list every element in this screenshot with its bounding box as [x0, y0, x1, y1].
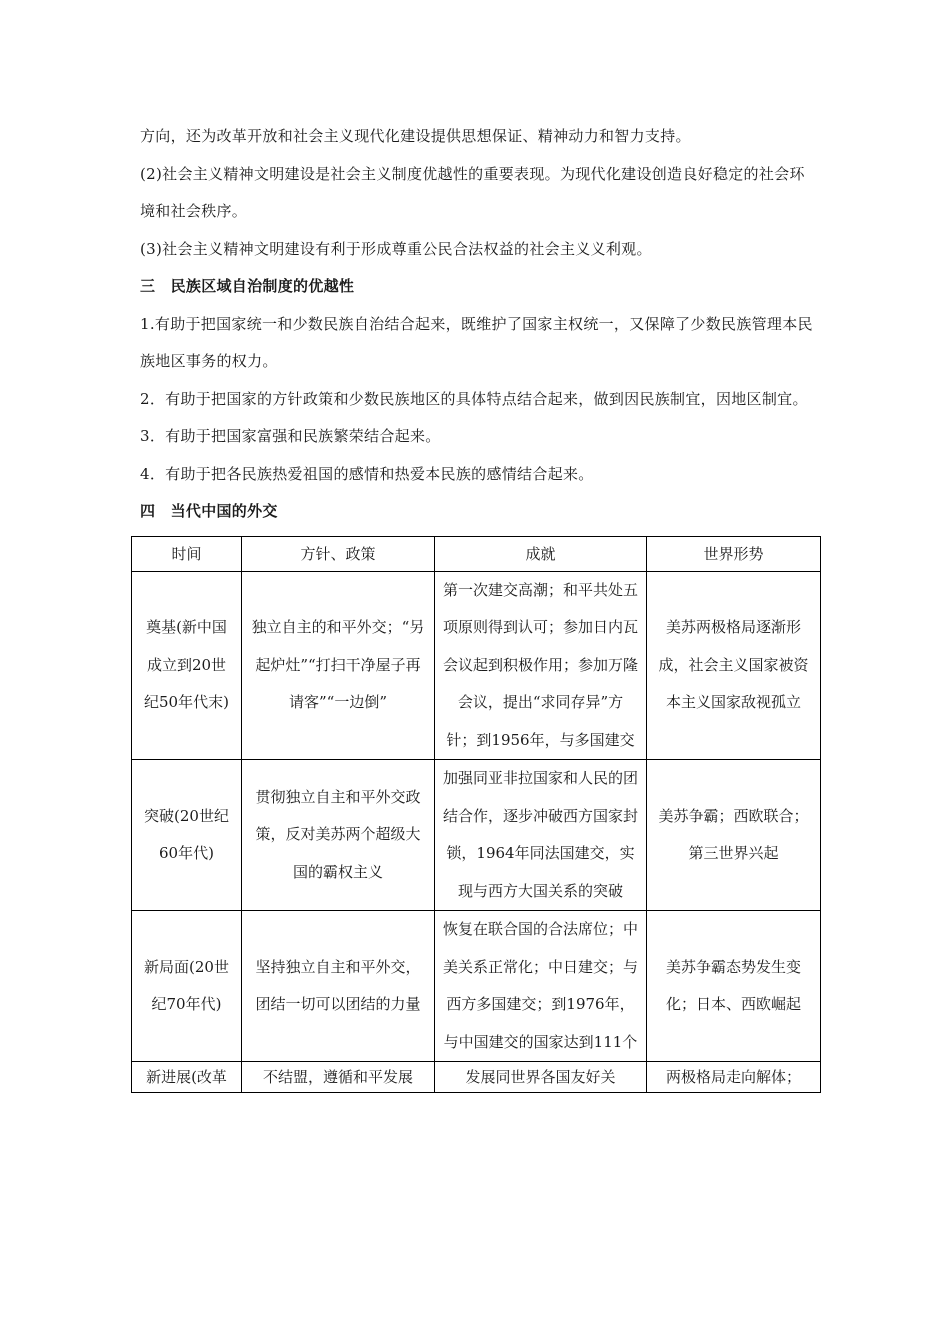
- table-cell: 贯彻独立自主和平外交政策，反对美苏两个超级大国的霸权主义: [242, 760, 435, 911]
- table-row: [132, 911, 821, 1062]
- diplomacy-table: [131, 536, 821, 1094]
- table-cell: 独立自主的和平外交；“另起炉灶”“打扫干净屋子再请客”“一边倒”: [242, 571, 435, 760]
- table-cell: 美苏争霸；西欧联合；第三世界兴起: [647, 760, 821, 911]
- paragraph: 方向，还为改革开放和社会主义现代化建设提供思想保证、精神动力和智力支持。: [140, 127, 691, 145]
- table-cell: 美苏两极格局逐渐形成，社会主义国家被资本主义国家敌视孤立: [647, 571, 821, 760]
- paragraph: (2)社会主义精神文明建设是社会主义制度优越性的重要表现。为现代化建设创造良好稳定的社会环境和社会秩序。: [140, 164, 805, 220]
- table-cell: 坚持独立自主和平外交，团结一切可以团结的力量: [242, 911, 435, 1062]
- table-row: [132, 571, 821, 760]
- table-cell: 两极格局走向解体；: [647, 1062, 821, 1093]
- table-cell: 突破(20世纪60年代): [132, 760, 242, 911]
- table-cell: 加强同亚非拉国家和人民的团结合作，逐步冲破西方国家封锁，1964年同法国建交，实现与西方大国关系的突破: [435, 760, 647, 911]
- table-row: [132, 1062, 821, 1093]
- table-cell: 发展同世界各国友好关: [435, 1062, 647, 1093]
- section-heading: 三 民族区域自治制度的优越性: [140, 277, 355, 295]
- list-item: 4．有助于把各民族热爱祖国的感情和热爱本民族的感情结合起来。: [140, 464, 594, 483]
- column-header: 成就: [435, 536, 647, 571]
- list-item: 2．有助于把国家的方针政策和少数民族地区的具体特点结合起来，做到因民族制宜，因地区制宜。: [140, 389, 808, 408]
- section-heading: 四 当代中国的外交: [140, 502, 278, 520]
- list-item: 1.有助于把国家统一和少数民族自治结合起来，既维护了国家主权统一，又保障了少数民族管理本民族地区事务的权力。: [140, 314, 813, 370]
- table-cell: 恢复在联合国的合法席位；中美关系正常化；中日建交；与西方多国建交；到1976年，与中国建交的国家达到111个: [435, 911, 647, 1062]
- list-item: 3．有助于把国家富强和民族繁荣结合起来。: [140, 427, 441, 445]
- column-header: 方针、政策: [242, 536, 435, 571]
- document-body: [140, 118, 820, 1093]
- table-cell: 不结盟，遵循和平发展: [242, 1062, 435, 1093]
- table-cell: 奠基(新中国成立到20世纪50年代末): [132, 571, 242, 760]
- paragraph: (3)社会主义精神文明建设有利于形成尊重公民合法权益的社会主义义利观。: [140, 239, 652, 258]
- table-cell: 新局面(20世纪70年代): [132, 911, 242, 1062]
- column-header: 世界形势: [647, 536, 821, 571]
- table-cell: 美苏争霸态势发生变化；日本、西欧崛起: [647, 911, 821, 1062]
- table-header-row: [132, 536, 821, 571]
- column-header: 时间: [132, 536, 242, 571]
- table-row: [132, 760, 821, 911]
- table-cell: 新进展(改革: [132, 1062, 242, 1093]
- table-cell: 第一次建交高潮；和平共处五项原则得到认可；参加日内瓦会议起到积极作用；参加万隆会议，提出“求同存异”方针；到1956年，与多国建交: [435, 571, 647, 760]
